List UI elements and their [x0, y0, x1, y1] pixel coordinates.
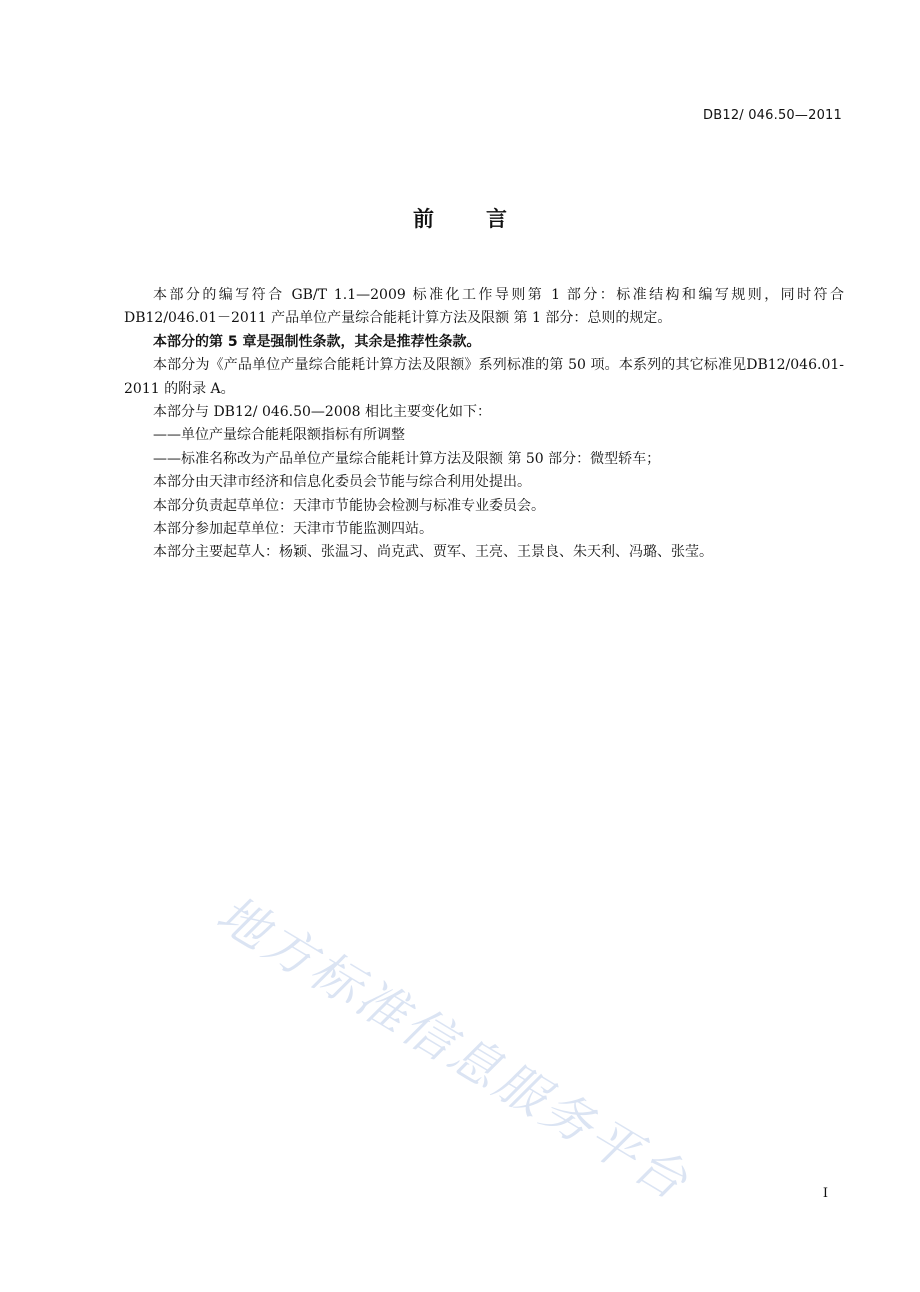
paragraph-mandatory-clause: 本部分的第 5 章是强制性条款，其余是推荐性条款。 [153, 333, 481, 350]
paragraph-series: 本部分为《产品单位产量综合能耗计算方法及限额》系列标准的第 50 项。本系列的其它标准见DB12/046.01-2011 的附录 A。 [124, 357, 844, 397]
paragraph-participating-drafter: 本部分参加起草单位：天津市节能监测四站。 [153, 521, 433, 538]
paragraph-changes-intro: 本部分与 DB12/ 046.50—2008 相比主要变化如下： [153, 404, 492, 421]
paragraph-change-2: ——标准名称改为产品单位产量综合能耗计算方法及限额 第 50 部分：微型轿车； [153, 450, 661, 467]
page-number: I [822, 1186, 828, 1201]
page-title: 前言 [413, 207, 559, 231]
paragraph-drafters: 本部分主要起草人：杨颖、张温习、尚克武、贾军、王亮、王景良、朱天利、冯璐、张莹。 [153, 544, 713, 561]
paragraph-proposer: 本部分由天津市经济和信息化委员会节能与综合利用处提出。 [153, 474, 531, 491]
foreword-body [124, 284, 844, 565]
paragraph-lead-drafter: 本部分负责起草单位：天津市节能协会检测与标准专业委员会。 [153, 497, 545, 514]
watermark-text: 地方标准信息服务平台 [207, 884, 700, 1213]
paragraph-compliance: 本部分的编写符合 GB/T 1.1—2009 标准化工作导则第 1 部分：标准结构和编写规则，同时符合DB12/046.01－2011 产品单位产量综合能耗计算方法及限额 第 1 部分：总则的规定。 [124, 287, 844, 327]
standard-code: DB12/ 046.50—2011 [703, 108, 842, 123]
paragraph-change-1: ——单位产量综合能耗限额指标有所调整 [153, 427, 405, 444]
